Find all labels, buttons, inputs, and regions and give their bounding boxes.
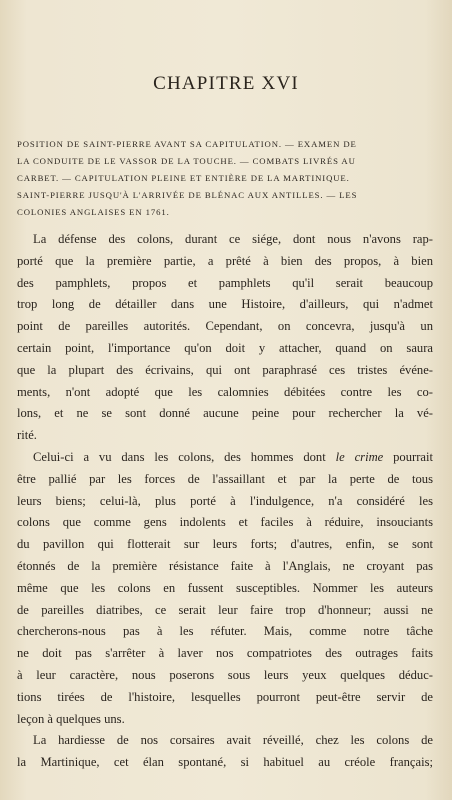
text-line: certain point, l'importance qu'on doit y attacher, quand on saura <box>17 340 433 355</box>
text-line: de pareilles diatribes, ce serait leur faire trop d'honneur; aussi ne <box>17 602 433 617</box>
text-line: tions tirées de l'histoire, lesquelles pourront peut-être servir de <box>17 689 433 704</box>
chapter-body <box>17 229 433 774</box>
text-line <box>17 447 433 469</box>
text-line: chercherons-nous pas à les réfuter. Mais, comme notre tâche <box>17 624 433 639</box>
text-line: leçon à quelques uns. <box>17 711 125 726</box>
text-line: porté que la première partie, a prêté à bien des propos, à bien <box>17 253 433 268</box>
summary-line: COLONIES ANGLAISES EN 1761. <box>17 207 170 217</box>
text-line: point de pareilles autorités. Cependant, on concevra, jusqu'à un <box>17 319 433 334</box>
text-line: La hardiesse de nos corsaires avait réveillé, chez les colons de <box>33 733 433 748</box>
text-line: que la plupart des écrivains, qui ont paraphrasé ces tristes événe- <box>17 362 433 377</box>
summary-line: CARBET. — CAPITULATION PLEINE ET ENTIÈRE DE LA MARTINIQUE. <box>17 173 350 183</box>
text-run: pourrait <box>383 449 433 464</box>
summary-line: SAINT-PIERRE JUSQU'À L'ARRIVÉE DE BLÉNAC AUX ANTILLES. — LES <box>17 190 358 200</box>
text-line: des pamphlets, propos et pamphlets qu'il serait beaucoup <box>17 275 433 290</box>
text-line: lons, et ne se sont donné aucune peine pour rechercher la vé- <box>17 406 433 421</box>
text-line: la Martinique, cet élan spontané, si habituel au créole français; <box>17 755 433 770</box>
summary-line: POSITION DE SAINT-PIERRE AVANT SA CAPITULATION. — EXAMEN DE <box>17 139 357 149</box>
text-line: trop long de détailler dans une Histoire, d'ailleurs, qui n'admet <box>17 297 433 312</box>
text-line: leurs biens; celui-là, plus porté à l'indulgence, n'a considéré les <box>17 493 433 508</box>
chapter-title: CHAPITRE XVI <box>153 73 299 94</box>
text-line: du pavillon qui flotterait sur leurs forts; d'autres, enfin, se sont <box>17 537 433 552</box>
text-line: rité. <box>17 428 37 443</box>
chapter-summary <box>17 136 433 221</box>
text-run: Celui-ci a vu dans les colons, des hommes dont <box>33 449 336 464</box>
text-line: La défense des colons, durant ce siége, dont nous n'avons rap- <box>33 232 433 246</box>
paragraph <box>17 730 433 774</box>
text-line: être pallié par les forces de l'assaillant et par la perte de tous <box>17 471 433 486</box>
text-line: ne doit pas s'arrêter à laver nos compatriotes des outrages faits <box>17 646 433 661</box>
emphasis-text: le crime <box>335 449 384 464</box>
paragraph <box>17 229 433 447</box>
paragraph <box>17 447 433 730</box>
summary-line: LA CONDUITE DE LE VASSOR DE LA TOUCHE. — COMBATS LIVRÉS AU <box>17 156 356 166</box>
text-line: colons que comme gens indolents et faciles à réduire, insouciants <box>17 515 433 530</box>
text-line: étonnés de la première résistance faite à l'Anglais, ne croyant pas <box>17 558 433 573</box>
text-line: même que les colons en fussent susceptibles. Nommer les auteurs <box>17 580 433 595</box>
text-line: à leur caractère, nous poserons sous leurs yeux quelques déduc- <box>17 667 433 682</box>
text-line: ments, n'ont adopté que les calomnies débitées contre les co- <box>17 384 433 399</box>
